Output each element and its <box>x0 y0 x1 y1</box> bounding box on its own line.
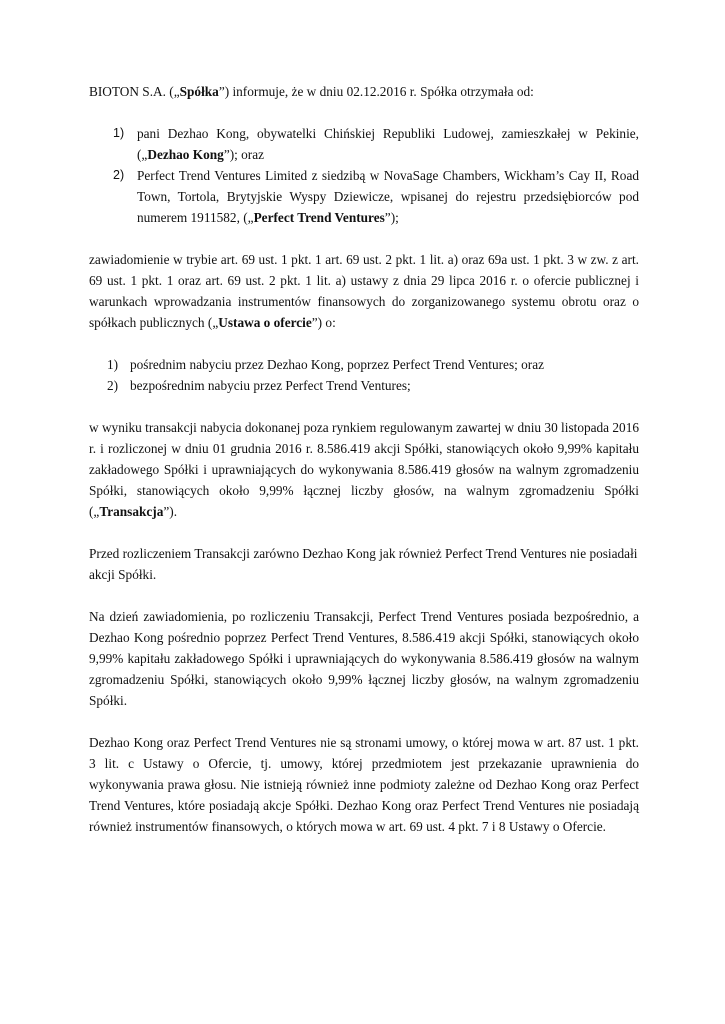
notifying-parties-list <box>113 123 639 228</box>
defined-term-transakcja: Transakcja <box>99 504 164 519</box>
holdings-paragraph: Na dzień zawiadomienia, po rozliczeniu Transakcji, Perfect Trend Ventures posiada bezpośrednio, a Dezhao Kong pośrednio poprzez Perfect Trend Ventures, 8.586.419 akcji Spółki, stanowiących około 9,99% kapitału zakładowego Spółki i uprawniających do wykonywania 8.586.419 głosów na walnym zgromadzeniu Spółki, stanowiących około 9,99% łącznej liczby głosów, na walnym zgromadzeniu Spółki. <box>89 609 639 708</box>
list-number: 2) <box>107 378 119 393</box>
list-item-text: bezpośrednim nabyciu przez Perfect Trend Ventures; <box>130 378 411 393</box>
document-body <box>89 81 639 837</box>
agreements-paragraph: Dezhao Kong oraz Perfect Trend Ventures nie są stronami umowy, o której mowa w art. 87 ust. 1 pkt. 3 lit. c Ustawy o Ofercie, tj. umowy, której przedmiotem jest przekazanie uprawnienia do wykonywania prawa głosu. Nie istnieją również inne podmioty zależne od Dezhao Kong oraz Perfect Trend Ventures, które posiadają akcje Spółki. Dezhao Kong oraz Perfect Trend Ventures nie posiadają również instrumentów finansowych, o których mowa w art. 69 ust. 4 pkt. 7 i 8 Ustawy o Ofercie. <box>89 735 639 834</box>
defined-term-perfect-trend-ventures: Perfect Trend Ventures <box>253 210 385 225</box>
list-item <box>113 165 639 228</box>
notification-paragraph: zawiadomienie w trybie art. 69 ust. 1 pkt. 1 art. 69 ust. 2 pkt. 1 lit. a) oraz 69a ust. 1 pkt. 3 w zw. z art. 69 ust. 1 pkt. 1 oraz art. 69 ust. 2 pkt. 1 lit. a) ustawy z dnia 29 lipca 2016 r. o ofercie publicznej i warunkach wprowadzania instrumentów finansowych do zorganizowanego systemu obrotu oraz o spółkach publicznych („Ustawa o ofercie”) o: <box>89 252 639 330</box>
list-item <box>107 354 639 375</box>
transaction-paragraph: w wyniku transakcji nabycia dokonanej poza rynkiem regulowanym zawartej w dniu 30 listopada 2016 r. i rozliczonej w dniu 01 grudnia 2016 r. 8.586.419 akcji Spółki, stanowiących około 9,99% kapitału zakładowego Spółki i uprawniających do wykonywania 8.586.419 głosów na walnym zgromadzeniu Spółki, stanowiących około 9,99% łącznej liczby głosów, na walnym zgromadzeniu Spółki („Transakcja”). <box>89 420 639 519</box>
list-item <box>107 375 639 396</box>
list-item-text: pani Dezhao Kong, obywatelki Chińskiej Republiki Ludowej, zamieszkałej w Pekinie, („Dezhao Kong”); oraz <box>137 126 639 162</box>
list-item-text: Perfect Trend Ventures Limited z siedzibą w NovaSage Chambers, Wickham’s Cay II, Road Town, Tortola, Brytyjskie Wyspy Dziewicze, wpisanej do rejestru przedsiębiorców pod numerem 1911582, („Perfect Trend Ventures”); <box>137 168 639 225</box>
intro-paragraph: BIOTON S.A. („Spółka”) informuje, że w dniu 02.12.2016 r. Spółka otrzymała od: <box>89 84 534 99</box>
list-number: 1) <box>113 126 125 140</box>
list-item-text: pośrednim nabyciu przez Dezhao Kong, poprzez Perfect Trend Ventures; oraz <box>130 357 545 372</box>
pre-settlement-paragraph: Przed rozliczeniem Transakcji zarówno Dezhao Kong jak również Perfect Trend Ventures nie posiadałi akcji Spółki. <box>89 546 638 582</box>
defined-term-dezhao-kong: Dezhao Kong <box>147 147 224 162</box>
list-item <box>113 123 639 165</box>
acquisition-list <box>107 354 639 396</box>
defined-term-ustawa-o-ofercie: Ustawa o ofercie <box>218 315 312 330</box>
list-number: 1) <box>107 357 119 372</box>
defined-term-spolka: Spółka <box>179 84 219 99</box>
list-number: 2) <box>113 168 125 182</box>
